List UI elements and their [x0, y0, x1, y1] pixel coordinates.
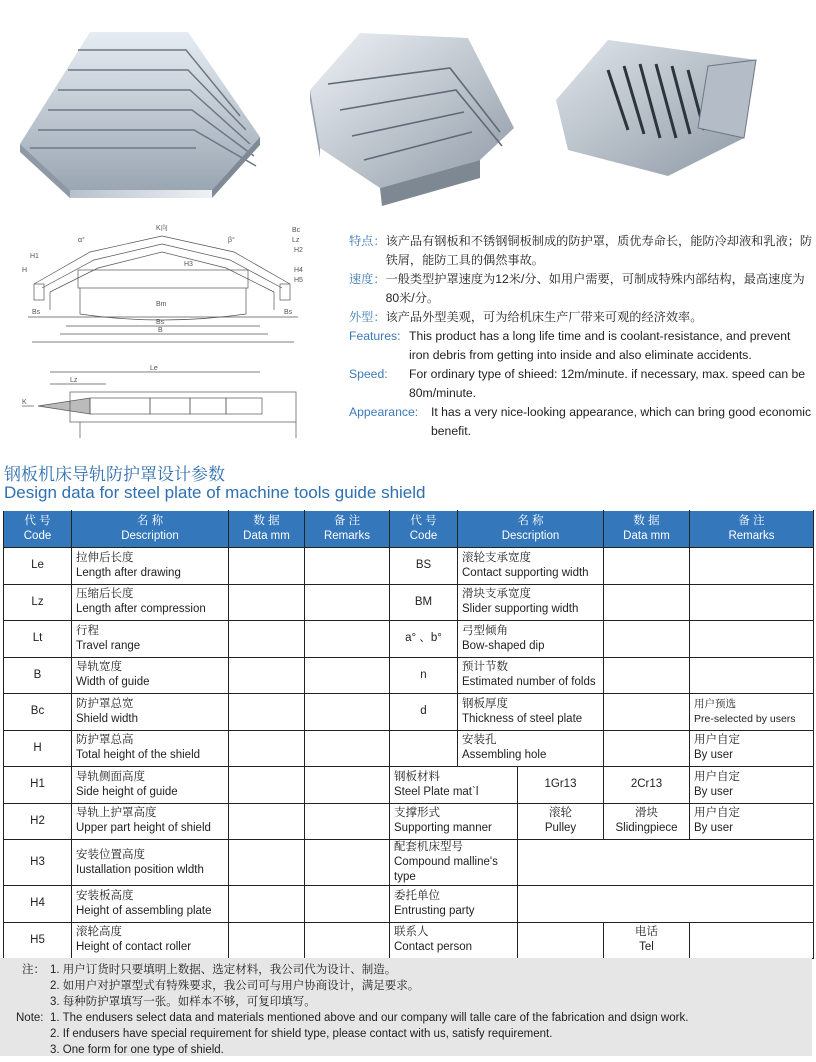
remarks-input-cell[interactable]: [305, 803, 390, 840]
diagram-label: H1: [30, 253, 39, 260]
party-label-cell: 委托单位 Entrusting party: [390, 886, 518, 923]
diagram-label: Lz: [292, 237, 300, 244]
diagram-label: β°: [228, 237, 235, 244]
remarks-cell[interactable]: 用户自定 By user: [690, 730, 814, 767]
table-row: [4, 584, 814, 621]
feature-label: 特点：: [349, 234, 386, 248]
description-cell: 滚轮支承宽度 Contact supporting width: [458, 548, 604, 585]
table-row: [4, 886, 814, 923]
diagram-label: Bs: [284, 309, 293, 316]
data-input-cell[interactable]: [229, 840, 305, 886]
diagram-label: H3: [184, 261, 193, 268]
data-input-cell[interactable]: [229, 621, 305, 658]
remarks-cell[interactable]: 用户预选 Pre-selected by users: [690, 694, 814, 731]
description-cell: 预计节数 Estimated number of folds: [458, 657, 604, 694]
data-input-cell[interactable]: [229, 922, 305, 959]
support-label-cell: 支撑形式 Supporting manner: [390, 803, 518, 840]
remarks-input-cell[interactable]: [305, 657, 390, 694]
data-input-cell[interactable]: [229, 694, 305, 731]
cross-section-diagram: [20, 222, 310, 352]
table-row: [4, 730, 814, 767]
diagram-label: H4: [294, 267, 303, 274]
description-cell: 防护罩总高 Total height of the shield: [72, 730, 229, 767]
code-cell: BS: [390, 548, 458, 585]
code-cell: H4: [4, 886, 72, 923]
table-row: [4, 694, 814, 731]
description-cell: 压缩后长度 Length after compression: [72, 584, 229, 621]
code-cell: H3: [4, 840, 72, 886]
remarks-input-cell[interactable]: [305, 886, 390, 923]
feature-text: 该产品外型美观，可为给机床生产厂带来可观的经济效率。: [385, 310, 703, 324]
feature-label: Speed:: [349, 367, 388, 381]
remarks-input-cell[interactable]: [305, 621, 390, 658]
description-cell: 安装位置高度 Iustallation position wldth: [72, 840, 229, 886]
feature-en-2: [349, 365, 814, 403]
code-cell: Lz: [4, 584, 72, 621]
party-input-cell[interactable]: [518, 886, 814, 923]
table-row: [4, 548, 814, 585]
table-row: [4, 840, 814, 886]
note-line: 1. The endusers select data and materials mentioned above and our company will talle care of the fabrication and dsign work.: [50, 1012, 689, 1024]
code-cell: Bc: [4, 694, 72, 731]
description-cell: 安装板高度 Height of assembling plate: [72, 886, 229, 923]
data-input-cell[interactable]: [604, 621, 690, 658]
description-cell: 防护罩总宽 Shield width: [72, 694, 229, 731]
machine-input-cell[interactable]: [518, 840, 814, 886]
notes-panel: [0, 958, 812, 1056]
feature-en-1: [349, 327, 814, 365]
note-line: 2. If endusers have special requirement for shield type, please contact with us, satisfy requirement.: [50, 1028, 553, 1040]
code-cell: B: [4, 657, 72, 694]
diagram-label: K: [22, 399, 27, 406]
diagram-label: K向: [156, 225, 168, 232]
remarks-input-cell[interactable]: [305, 548, 390, 585]
table-row: [4, 922, 814, 959]
section-title-en: Design data for steel plate of machine tools guide shield: [4, 483, 426, 502]
code-cell: H1: [4, 767, 72, 804]
remarks-cell[interactable]: 用户自定 By user: [690, 767, 814, 804]
header-remarks: 备 注 Remarks: [690, 511, 814, 548]
support-option-pulley[interactable]: 滚轮 Pulley: [518, 803, 604, 840]
header-code: 代 号 Code: [4, 511, 72, 548]
support-option-slidingpiece[interactable]: 滑块 Slidingpiece: [604, 803, 690, 840]
note-line: 3. One form for one type of shield.: [50, 1044, 224, 1056]
tel-label-cell: 电话 Tel: [604, 922, 690, 959]
remarks-input-cell[interactable]: [305, 840, 390, 886]
table-row: [4, 621, 814, 658]
diagram-label: H5: [294, 277, 303, 284]
contact-input-cell[interactable]: [518, 922, 604, 959]
code-cell: H: [4, 730, 72, 767]
shield-photo-3: [548, 30, 766, 180]
machine-label-cell: 配套机床型号 Compound malline's type: [390, 840, 518, 886]
data-input-cell[interactable]: [604, 584, 690, 621]
feature-text: 该产品有钢板和不锈钢铜板制成的防护罩，质优寿命长，能防冷却液和乳液；防铁屑，能防工具的偶然事故。: [385, 234, 813, 267]
feature-text: For ordinary type of shieed: 12m/minute. if necessary, max. speed can be 80m/minute.: [409, 367, 806, 400]
data-input-cell[interactable]: [604, 730, 690, 767]
data-input-cell[interactable]: [604, 548, 690, 585]
diagram-label: Bm: [156, 301, 167, 308]
remarks-cell[interactable]: [690, 584, 814, 621]
code-cell: H5: [4, 922, 72, 959]
code-cell: Lt: [4, 621, 72, 658]
header-description: 名 称 Description: [72, 511, 229, 548]
section-title-cn: 钢板机床导轨防护罩设计参数: [4, 465, 225, 485]
note-line: 2. 如用户对护罩型式有特殊要求，我公司可与用户协商设计，满足要求。: [50, 980, 420, 992]
data-input-cell[interactable]: [229, 803, 305, 840]
remarks-input-cell[interactable]: [305, 730, 390, 767]
header-data: 数 据 Data mm: [229, 511, 305, 548]
description-cell: 导轨上护罩高度 Upper part height of shield: [72, 803, 229, 840]
remarks-cell[interactable]: [690, 548, 814, 585]
feature-text: 一般类型护罩速度为12米/分、如用户需要，可制成特殊内部结构，最高速度为80米/分。: [385, 272, 805, 305]
description-cell: 钢板厚度 Thickness of steel plate: [458, 694, 604, 731]
diagram-label: H2: [294, 247, 303, 254]
material-option-2[interactable]: 2Cr13: [604, 767, 690, 804]
diagram-label: H: [22, 267, 28, 274]
code-cell: [390, 730, 458, 767]
feature-label: Appearance:: [349, 405, 419, 419]
remarks-cell[interactable]: [690, 657, 814, 694]
note-label-cn: 注：: [22, 964, 45, 976]
feature-text: It has a very nice-looking appearance, which can bring good economic benefit.: [431, 405, 812, 438]
diagram-label: Le: [150, 365, 158, 372]
code-cell: BM: [390, 584, 458, 621]
material-label-cell: 钢板材料 Steel Plate mat`l: [390, 767, 518, 804]
remarks-input-cell[interactable]: [305, 767, 390, 804]
table-row: [4, 657, 814, 694]
description-cell: 安装孔 Assembling hole: [458, 730, 604, 767]
code-cell: d: [390, 694, 458, 731]
table-row: [4, 803, 814, 840]
description-cell: 行程 Travel range: [72, 621, 229, 658]
note-label-en: Note:: [16, 1012, 44, 1024]
note-line: 1. 用户订货时只要填明上数据、选定材料，我公司代为设计、制造。: [50, 964, 397, 976]
diagram-label: Bs: [32, 309, 41, 316]
code-cell: n: [390, 657, 458, 694]
data-input-cell[interactable]: [604, 657, 690, 694]
note-line: 3. 每种防护罩填写一张。如样本不够，可复印填写。: [50, 996, 316, 1008]
shield-photo-2: [300, 28, 525, 206]
code-cell: H2: [4, 803, 72, 840]
data-input-cell[interactable]: [229, 767, 305, 804]
feature-en-3: [349, 403, 814, 441]
data-input-cell[interactable]: [229, 886, 305, 923]
feature-label: 速度：: [349, 272, 386, 286]
side-view-diagram: [20, 362, 304, 442]
diagram-label: α°: [78, 237, 85, 244]
remarks-input-cell[interactable]: [305, 922, 390, 959]
description-cell: 导轨宽度 Width of guide: [72, 657, 229, 694]
remarks-input-cell[interactable]: [305, 694, 390, 731]
tel-input-cell[interactable]: [690, 922, 814, 959]
header-description: 名 称 Description: [458, 511, 604, 548]
code-cell: a° 、b°: [390, 621, 458, 658]
header-data: 数 据 Data mm: [604, 511, 690, 548]
description-cell: 滑块支承宽度 Slider supporting width: [458, 584, 604, 621]
header-code: 代 号 Code: [390, 511, 458, 548]
remarks-input-cell[interactable]: [305, 584, 390, 621]
diagram-label: Lz: [70, 377, 78, 384]
data-input-cell[interactable]: [229, 657, 305, 694]
data-input-cell[interactable]: [604, 694, 690, 731]
remarks-cell[interactable]: 用户自定 By user: [690, 803, 814, 840]
code-cell: Le: [4, 548, 72, 585]
material-option-1[interactable]: 1Gr13: [518, 767, 604, 804]
table-header: [4, 511, 814, 548]
description-cell: 弓型倾角 Bow-shaped dip: [458, 621, 604, 658]
data-input-cell[interactable]: [229, 548, 305, 585]
diagram-label: Bc: [292, 227, 301, 234]
feature-text: This product has a long life time and is coolant-resistance, and prevent iron debris from getting into inside and also eliminate accidents.: [409, 329, 791, 362]
description-cell: 导轨侧面高度 Side height of guide: [72, 767, 229, 804]
diagram-label: B: [158, 327, 163, 334]
remarks-cell[interactable]: [690, 621, 814, 658]
feature-cn-2: [349, 270, 814, 308]
shield-photo-1: [10, 32, 272, 202]
feature-label: 外型：: [349, 310, 386, 324]
data-input-cell[interactable]: [229, 730, 305, 767]
feature-cn-1: [349, 232, 814, 270]
description-cell: 滚轮高度 Height of contact roller: [72, 922, 229, 959]
header-remarks: 备 注 Remarks: [305, 511, 390, 548]
feature-label: Features:: [349, 329, 401, 343]
data-input-cell[interactable]: [229, 584, 305, 621]
features-block: [349, 232, 814, 441]
contact-label-cell: 联系人 Contact person: [390, 922, 518, 959]
design-data-table: [3, 510, 814, 959]
description-cell: 拉伸后长度 Length after drawing: [72, 548, 229, 585]
diagram-label: Bs: [156, 319, 165, 326]
table-row: [4, 767, 814, 804]
feature-cn-3: [349, 308, 814, 327]
